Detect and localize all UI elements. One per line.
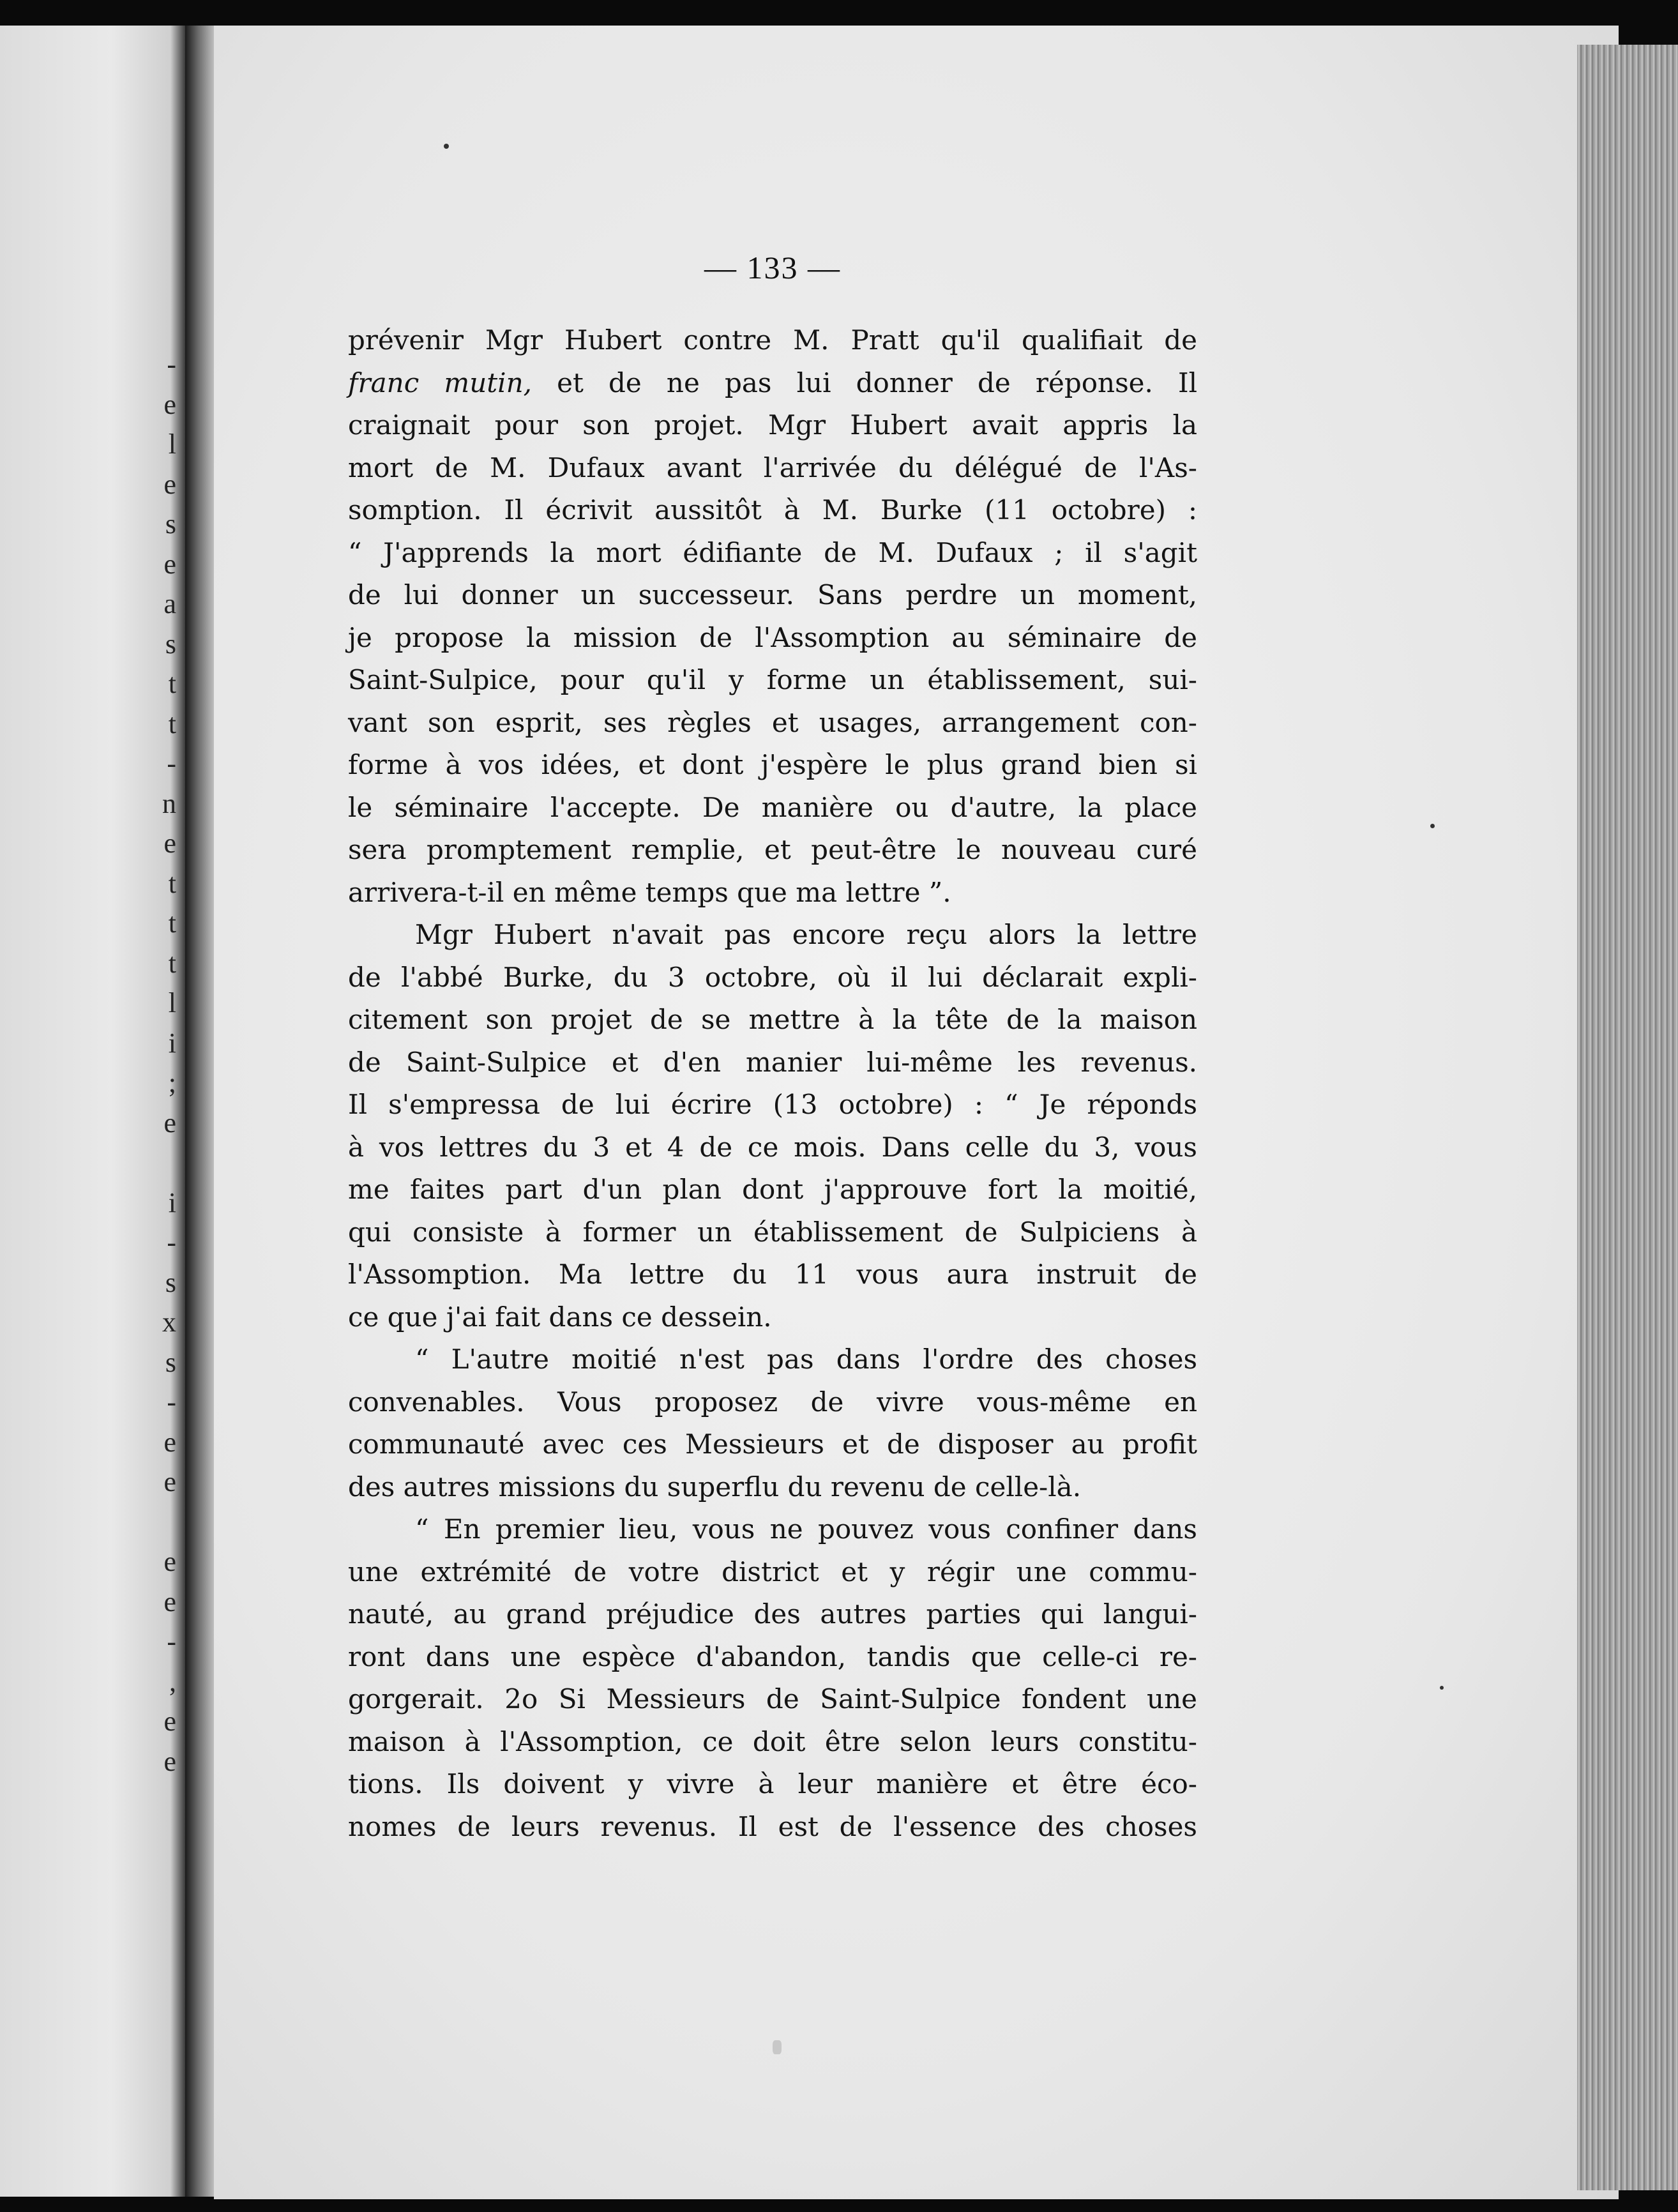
text-line [348,1338,1197,1381]
text-line [348,787,1197,830]
text-run: de Saint-Sulpice et d'en manier lui-même les revenus. [348,1046,1197,1078]
text-line [348,1636,1197,1679]
text-run: vant son esprit, ses règles et usages, arrangement con- [348,706,1197,738]
edge-char: - [167,1386,176,1418]
text-line [348,1211,1197,1254]
text-line [348,914,1197,957]
text-run: “ En premier lieu, vous ne pouvez vous confiner dans [415,1513,1197,1545]
edge-char [151,1503,176,1543]
text-line [348,362,1197,405]
previous-page-cut-text [151,345,176,1782]
text-run: craignait pour son projet. Mgr Hubert avait appris la [348,409,1197,441]
text-run: gorgerait. 2o Si Messieurs de Saint-Sulpice fondent une [348,1683,1197,1715]
edge-char: e [163,548,176,580]
edge-char: t [168,947,176,979]
text-run: qui consiste à former un établissement de Sulpiciens à [348,1216,1197,1248]
edge-char: - [167,349,176,380]
text-line [348,872,1197,914]
text-line [348,574,1197,617]
scan-speck [444,144,449,149]
text-run: Mgr Hubert n'avait pas encore reçu alors la lettre [415,919,1197,950]
text-line [348,702,1197,745]
scan-speck [1430,824,1435,828]
text-line [348,1423,1197,1466]
text-run: communauté avec ces Messieurs et de disposer au profit [348,1428,1197,1460]
stacked-page-edges [1577,45,1678,2190]
edge-char: e [163,1706,176,1737]
text-line [348,617,1197,660]
text-line [348,319,1197,362]
edge-char: e [163,468,176,500]
text-line [348,1466,1197,1509]
scan-mark [773,2040,782,2054]
text-line [348,1678,1197,1721]
text-line [348,1593,1197,1636]
text-run: mort de M. Dufaux avant l'arrivée du délégué de l'As- [348,451,1197,483]
edge-char: e [163,1586,176,1617]
text-line [348,1551,1197,1594]
text-line [348,1084,1197,1126]
text-line [348,1763,1197,1806]
book-gutter [185,26,217,2197]
text-run: somption. Il écrivit aussitôt à M. Burke (11 octobre) : [348,494,1197,526]
edge-char: t [168,668,176,699]
text-line [348,659,1197,702]
text-run: “ L'autre moitié n'est pas dans l'ordre des choses [415,1344,1197,1375]
text-run: Il s'empressa de lui écrire (13 octobre) : “ Je réponds [348,1089,1197,1120]
edge-char: , [169,1665,176,1697]
text-run: et de ne pas lui donner de réponse. Il [531,367,1198,398]
page-number: — 133 — [704,250,841,285]
edge-char: i [168,1027,176,1059]
edge-char: e [163,1107,176,1139]
edge-char: - [167,748,176,779]
text-run: citement son projet de se mettre à la tête de la maison [348,1004,1197,1035]
text-run: convenables. Vous proposez de vivre vous-même en [348,1386,1197,1418]
edge-char: e [163,1745,176,1777]
text-line [348,1806,1197,1849]
edge-char: e [163,828,176,859]
text-run: Saint-Sulpice, pour qu'il y forme un établissement, sui- [348,664,1197,695]
scan-speck [1440,1686,1444,1690]
edge-char: l [168,428,176,460]
text-line [348,1721,1197,1764]
text-run: à vos lettres du 3 et 4 de ce mois. Dans celle du 3, vous [348,1131,1197,1163]
text-line [348,532,1197,575]
previous-page-edge [0,26,185,2197]
text-line [348,957,1197,999]
text-run: prévenir Mgr Hubert contre M. Pratt qu'il qualifiait de [348,324,1197,356]
edge-char: s [165,508,176,540]
edge-char: l [168,987,176,1019]
edge-char: t [168,867,176,899]
text-line [348,829,1197,872]
edge-char: e [163,388,176,420]
italic-text-run: franc mutin, [348,367,532,398]
edge-char: t [168,907,176,939]
text-line [348,404,1197,447]
text-run: de l'abbé Burke, du 3 octobre, où il lui déclarait expli- [348,961,1197,993]
text-run: le séminaire l'accepte. De manière ou d'autre, la place [348,791,1197,823]
text-line [348,489,1197,532]
text-line [348,1508,1197,1551]
edge-char: - [167,1626,176,1657]
text-line [348,1042,1197,1084]
edge-char: e [163,1426,176,1458]
text-line [348,1296,1197,1339]
edge-char: a [163,588,176,619]
edge-char: i [168,1186,176,1218]
text-run: tions. Ils doivent y vivre à leur manière et être éco- [348,1768,1197,1799]
text-line [348,744,1197,787]
text-run: maison à l'Assomption, ce doit être selon leurs constitu- [348,1725,1197,1757]
text-line [348,999,1197,1042]
text-run: me faites part d'un plan dont j'approuve fort la moitié, [348,1174,1197,1205]
edge-char: t [168,708,176,739]
text-line [348,1254,1197,1296]
text-run: ce que j'ai fait dans ce dessein. [348,1301,772,1333]
text-run: ront dans une espèce d'abandon, tandis que celle-ci re- [348,1640,1197,1672]
edge-char: s [165,1346,176,1378]
text-run: je propose la mission de l'Assomption au séminaire de [348,621,1197,653]
text-run: sera promptement remplie, et peut-être le nouveau curé [348,834,1197,865]
edge-char: s [165,1266,176,1298]
text-run: nauté, au grand préjudice des autres parties qui langui- [348,1598,1197,1630]
text-run: “ J'apprends la mort édifiante de M. Dufaux ; il s'agit [348,536,1197,568]
body-text [348,319,1197,1848]
text-line [348,1381,1197,1424]
edge-char: - [167,1227,176,1258]
text-run: des autres missions du superflu du revenu de celle-là. [348,1471,1082,1503]
edge-char [151,1143,176,1183]
edge-char: s [165,628,176,660]
text-run: arrivera-t-il en même temps que ma lettre ”. [348,876,951,908]
edge-char: e [163,1546,176,1577]
edge-char: e [163,1466,176,1497]
text-run: nomes de leurs revenus. Il est de l'essence des choses [348,1810,1197,1842]
edge-char: n [162,787,176,819]
text-run: une extrémité de votre district et y régir une commu- [348,1556,1197,1587]
text-run: forme à vos idées, et dont j'espère le plus grand bien si [348,749,1197,780]
text-run: de lui donner un successeur. Sans perdre un moment, [348,579,1197,610]
text-line [348,1126,1197,1169]
text-line [348,447,1197,490]
text-line [348,1169,1197,1211]
edge-char: x [162,1307,176,1338]
text-run: l'Assomption. Ma lettre du 11 vous aura instruit de [348,1259,1197,1290]
edge-char: ; [168,1067,176,1098]
